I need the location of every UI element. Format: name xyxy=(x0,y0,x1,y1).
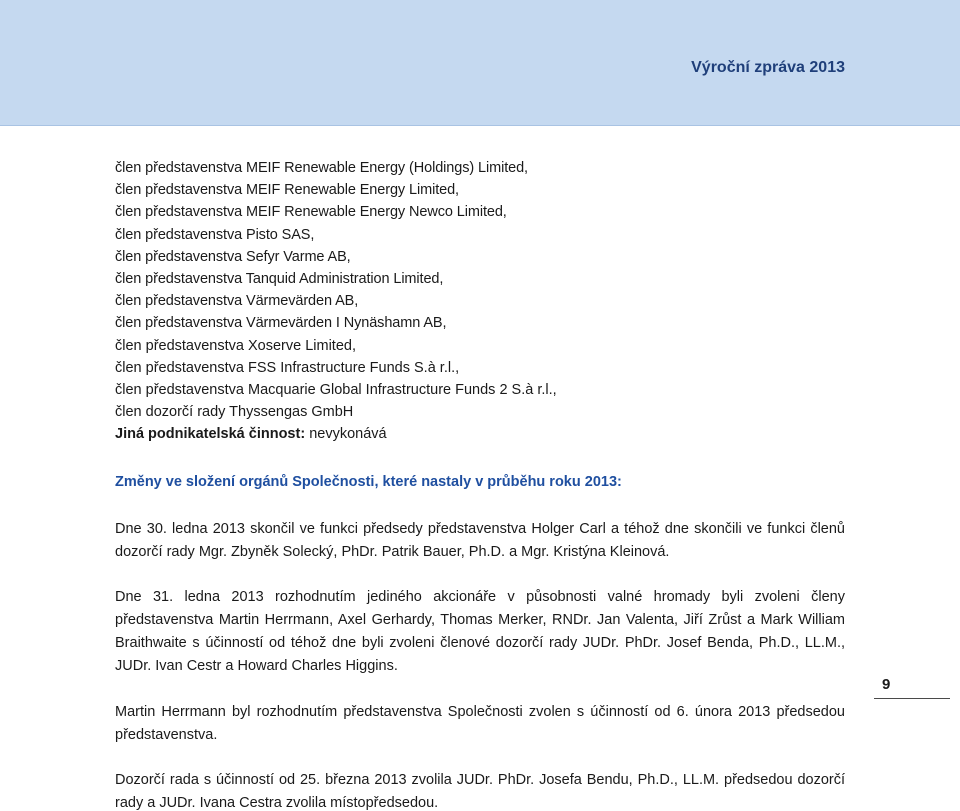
changes-paragraph-3: Martin Herrmann byl rozhodnutím představenstva Společnosti zvolen s účinností od 6. února 2013 předsedou představenstva. xyxy=(115,704,845,743)
other-business-value: nevykonává xyxy=(305,426,387,443)
list-item: člen představenstva MEIF Renewable Energy Limited, xyxy=(115,182,459,199)
list-item: člen představenstva MEIF Renewable Energy (Holdings) Limited, xyxy=(115,160,528,176)
page-number: 9 xyxy=(882,676,891,693)
list-item: člen představenstva Värmevärden I Nynäshamn AB, xyxy=(115,315,447,332)
list-item: člen představenstva MEIF Renewable Energy Newco Limited, xyxy=(115,204,507,221)
page-number-rule xyxy=(874,698,950,699)
other-business-line xyxy=(115,423,855,445)
list-item: člen představenstva Värmevärden AB, xyxy=(115,293,359,310)
list-item: člen představenstva FSS Infrastructure Funds S.à r.l., xyxy=(115,359,460,376)
list-item: člen představenstva Pisto SAS, xyxy=(115,226,315,243)
changes-heading: Změny ve složení orgánů Společnosti, které nastaly v průběhu roku 2013: xyxy=(115,474,622,490)
changes-paragraph-4: Dozorčí rada s účinností od 25. března 2013 zvolila JUDr. PhDr. Josefa Bendu, Ph.D., LL.M. předsedou dozorčí rady a JUDr. Ivana Cestra zvolila místopředsedou. xyxy=(115,772,845,811)
header-band xyxy=(0,0,960,126)
list-item: člen představenstva Sefyr Varme AB, xyxy=(115,248,351,265)
list-item: člen představenstva Tanquid Administration Limited, xyxy=(115,270,444,287)
list-item: člen představenstva Macquarie Global Infrastructure Funds 2 S.à r.l., xyxy=(115,381,557,398)
report-title: Výroční zpráva 2013 xyxy=(691,59,845,76)
changes-paragraph-2: Dne 31. ledna 2013 rozhodnutím jediného akcionáře v působnosti valné hromady byli zvoleni členy představenstva Martin Herrmann, Axel Gerhardy, Thomas Merker, RNDr. Jan Valenta, Jiří Zrůst a Mark William Braithwaite s účinností od téhož dne byli zvoleni členové dozorčí rady JUDr. PhDr. Josef Benda, Ph.D., LL.M., JUDr. Ivan Cestr a Howard Charles Higgins. xyxy=(115,589,845,674)
other-business-label: Jiná podnikatelská činnost: xyxy=(115,426,306,443)
member-list xyxy=(115,157,855,445)
list-item: člen dozorčí rady Thyssengas GmbH xyxy=(115,404,354,421)
list-item: člen představenstva Xoserve Limited, xyxy=(115,337,356,354)
changes-paragraph-1: Dne 30. ledna 2013 skončil ve funkci předsedy představenstva Holger Carl a téhož dne skončili ve funkci členů dozorčí rady Mgr. Zbyněk Solecký, PhDr. Patrik Bauer, Ph.D. a Mgr. Kristýna Kleinová. xyxy=(115,521,845,560)
